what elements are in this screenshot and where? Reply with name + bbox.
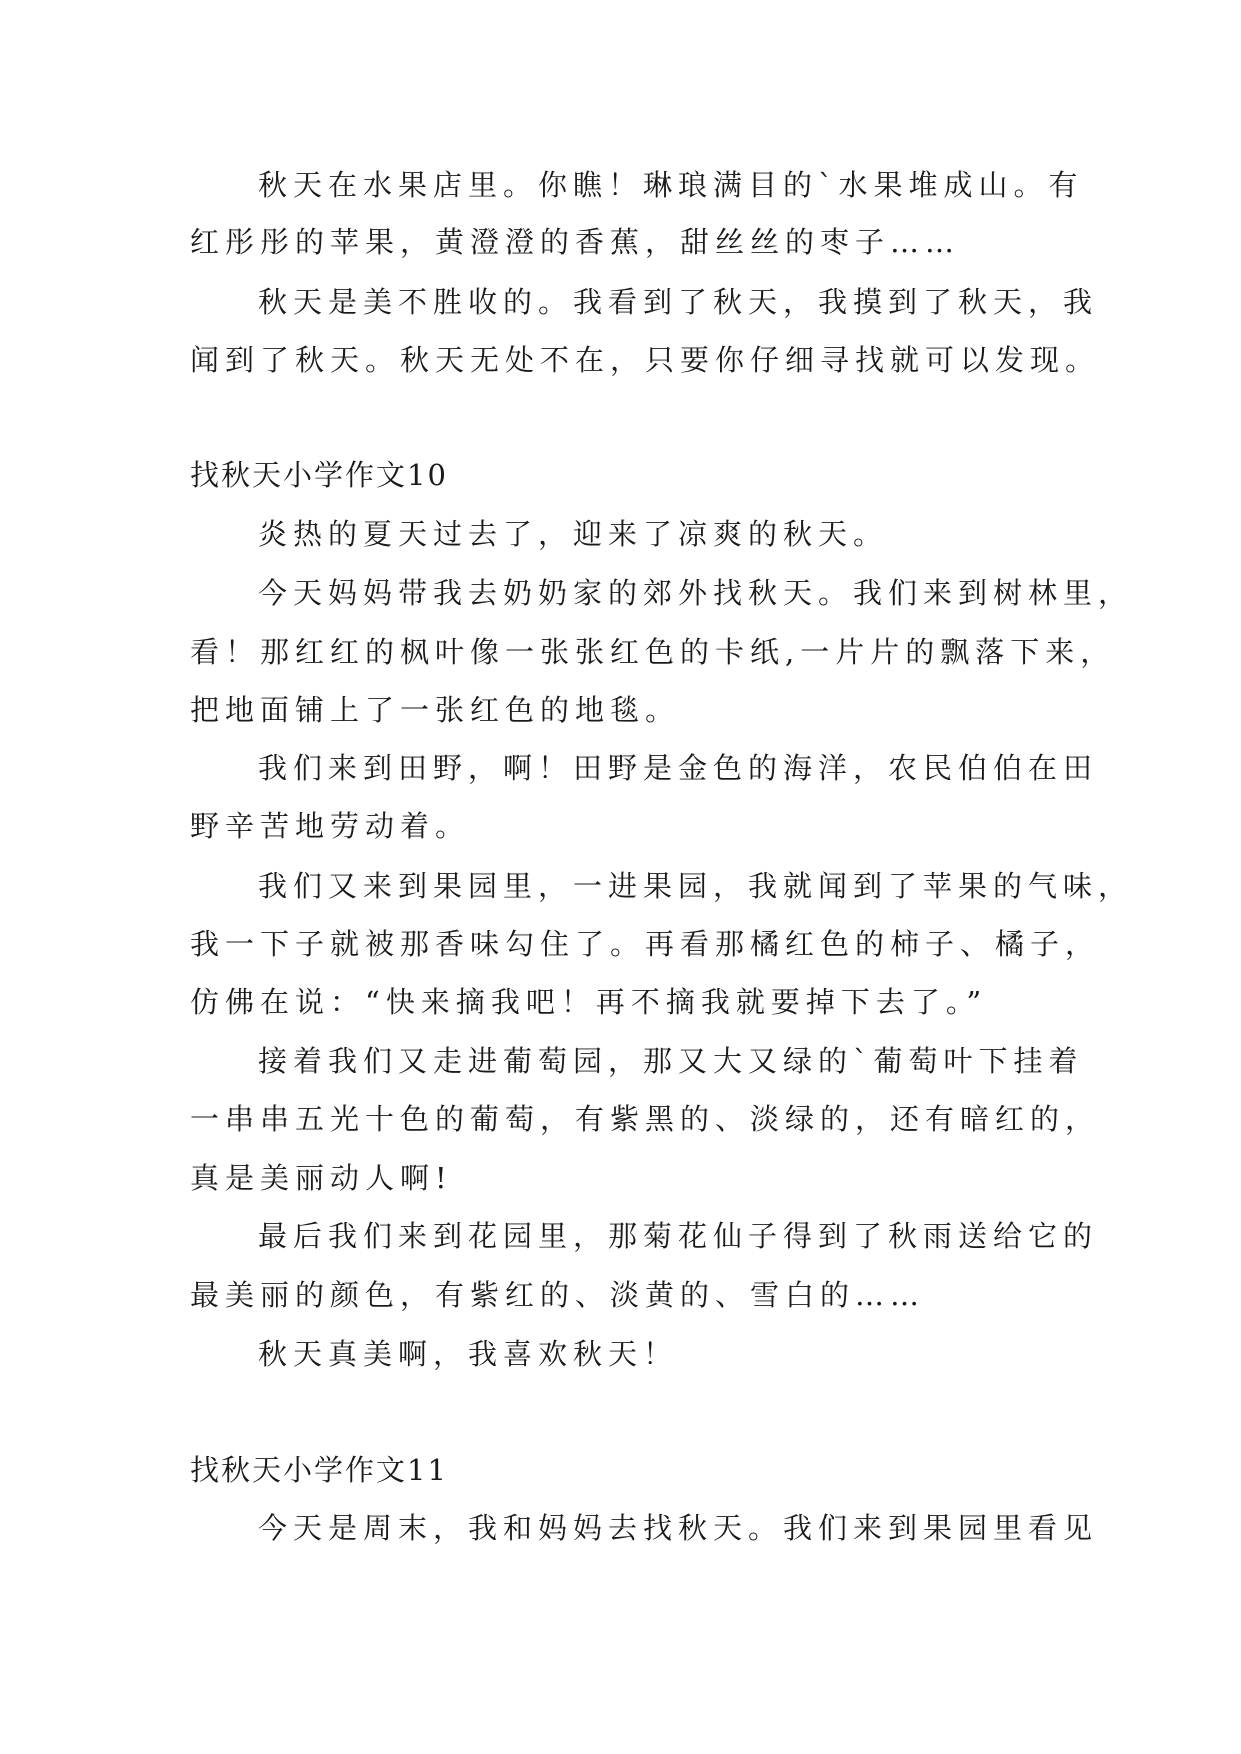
essay-title: 找秋天小学作文11 (190, 1453, 448, 1487)
paragraph-line: 把地面铺上了一张红色的地毯。 (190, 693, 681, 727)
paragraph-line: 我们来到田野，啊！田野是金色的海洋，农民伯伯在田 (258, 751, 1099, 785)
paragraph-line: 一串串五光十色的葡萄，有紫黑的、淡绿的，还有暗红的， (190, 1102, 1101, 1136)
paragraph-line: 我们又来到果园里，一进果园，我就闻到了苹果的气味， (258, 869, 1134, 903)
paragraph-line: 炎热的夏天过去了，迎来了凉爽的秋天。 (258, 517, 889, 551)
paragraph-line: 我一下子就被那香味勾住了。再看那橘红色的柿子、橘子， (190, 927, 1101, 961)
paragraph-line: 秋天真美啊，我喜欢秋天！ (258, 1337, 679, 1371)
paragraph-line: 野辛苦地劳动着。 (190, 809, 471, 843)
paragraph-line: 今天妈妈带我去奶奶家的郊外找秋天。我们来到树林里， (258, 576, 1134, 610)
paragraph-line: 接着我们又走进葡萄园，那又大又绿的`葡萄叶下挂着 (258, 1044, 1084, 1078)
paragraph-line: 红彤彤的苹果，黄澄澄的香蕉，甜丝丝的枣子…… (190, 225, 961, 259)
paragraph-line: 秋天是美不胜收的。我看到了秋天，我摸到了秋天，我 (258, 285, 1099, 319)
paragraph-line: 今天是周末，我和妈妈去找秋天。我们来到果园里看见 (258, 1511, 1099, 1545)
paragraph-line: 最美丽的颜色，有紫红的、淡黄的、雪白的…… (190, 1278, 926, 1312)
paragraph-line: 秋天在水果店里。你瞧！琳琅满目的`水果堆成山。有 (258, 168, 1084, 202)
paragraph-line: 看！那红红的枫叶像一张张红色的卡纸,一片片的飘落下来， (190, 635, 1116, 669)
paragraph-line: 最后我们来到花园里，那菊花仙子得到了秋雨送给它的 (258, 1219, 1099, 1253)
paragraph-line: 真是美丽动人啊! (190, 1161, 453, 1195)
paragraph-line: 闻到了秋天。秋天无处不在，只要你仔细寻找就可以发现。 (190, 343, 1101, 377)
paragraph-line: 仿佛在说：“快来摘我吧！再不摘我就要掉下去了。” (190, 985, 988, 1019)
essay-title: 找秋天小学作文10 (190, 458, 448, 492)
